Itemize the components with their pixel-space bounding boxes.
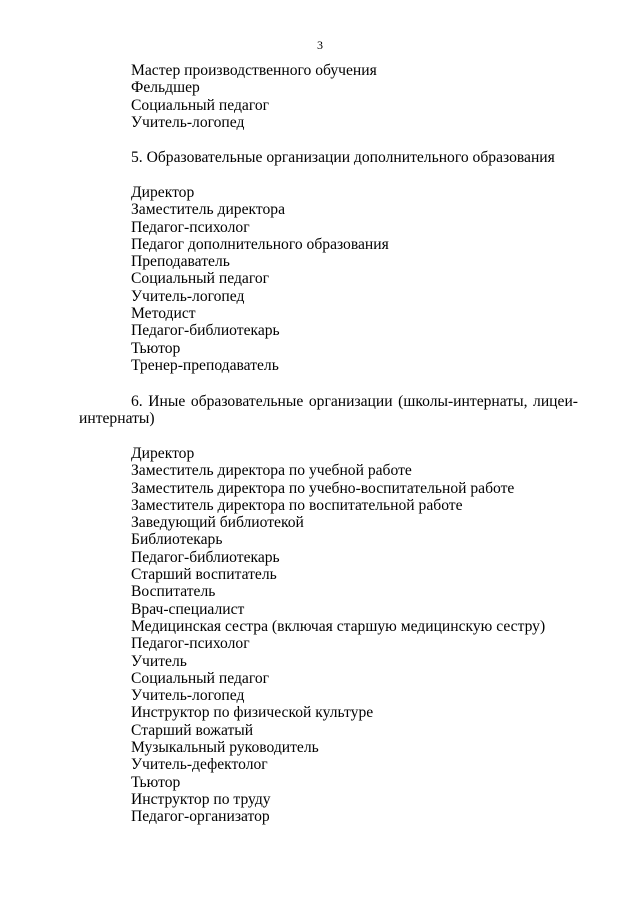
- section-6-heading-line2: интернаты): [79, 410, 155, 428]
- list-item: Заместитель директора по учебно-воспитательной работе: [131, 479, 515, 497]
- list-item: Инструктор по труду: [131, 790, 271, 808]
- section-6-heading-line1: 6. Иные образовательные организации (школы-интернаты, лицеи-: [131, 393, 578, 410]
- list-item: Тьютор: [131, 339, 181, 357]
- list-item: Директор: [131, 184, 195, 201]
- list-item: Педагог дополнительного образования: [131, 235, 389, 253]
- list-item: Учитель-логопед: [131, 113, 245, 131]
- list-item: Воспитатель: [131, 583, 216, 601]
- page-number: 3: [317, 38, 323, 52]
- list-item: Педагог-организатор: [131, 808, 270, 826]
- list-item: Педагог-библиотекарь: [131, 548, 280, 566]
- continued-position-list: [131, 62, 377, 131]
- list-item: Тьютор: [131, 773, 181, 791]
- list-item: Педагог-библиотекарь: [131, 322, 280, 340]
- list-item: Педагог-психолог: [131, 635, 250, 653]
- list-item: Музыкальный руководитель: [131, 739, 319, 757]
- section-6-position-list: [131, 445, 545, 826]
- list-item: Врач-специалист: [131, 600, 245, 618]
- list-item: Старший воспитатель: [131, 566, 277, 584]
- list-item: Инструктор по физической культуре: [131, 704, 374, 722]
- list-item: Учитель: [131, 652, 187, 670]
- list-item: Мастер производственного обучения: [131, 62, 377, 79]
- list-item: Социальный педагог: [131, 669, 270, 687]
- list-item: Заместитель директора: [131, 201, 286, 219]
- list-item: Преподаватель: [131, 253, 230, 271]
- list-item: Заместитель директора по воспитательной работе: [131, 496, 463, 514]
- list-item: Учитель-логопед: [131, 287, 245, 305]
- list-item: Библиотекарь: [131, 531, 223, 549]
- section-5-position-list: [131, 184, 389, 374]
- list-item: Социальный педагог: [131, 270, 270, 288]
- list-item: Фельдшер: [131, 79, 200, 97]
- list-item: Учитель-дефектолог: [131, 756, 268, 774]
- list-item: Директор: [131, 445, 195, 462]
- list-item: Педагог-психолог: [131, 218, 250, 236]
- list-item: Тренер-преподаватель: [131, 356, 279, 374]
- section-6-heading: [79, 393, 578, 428]
- list-item: Учитель-логопед: [131, 687, 245, 705]
- list-item: Заместитель директора по учебной работе: [131, 462, 412, 480]
- list-item: Заведующий библиотекой: [131, 514, 304, 532]
- list-item: Методист: [131, 305, 196, 323]
- list-item: Старший вожатый: [131, 721, 254, 739]
- list-item: Социальный педагог: [131, 96, 270, 114]
- list-item: Медицинская сестра (включая старшую медицинскую сестру): [131, 617, 546, 635]
- section-5-heading: 5. Образовательные организации дополнительного образования: [131, 149, 555, 166]
